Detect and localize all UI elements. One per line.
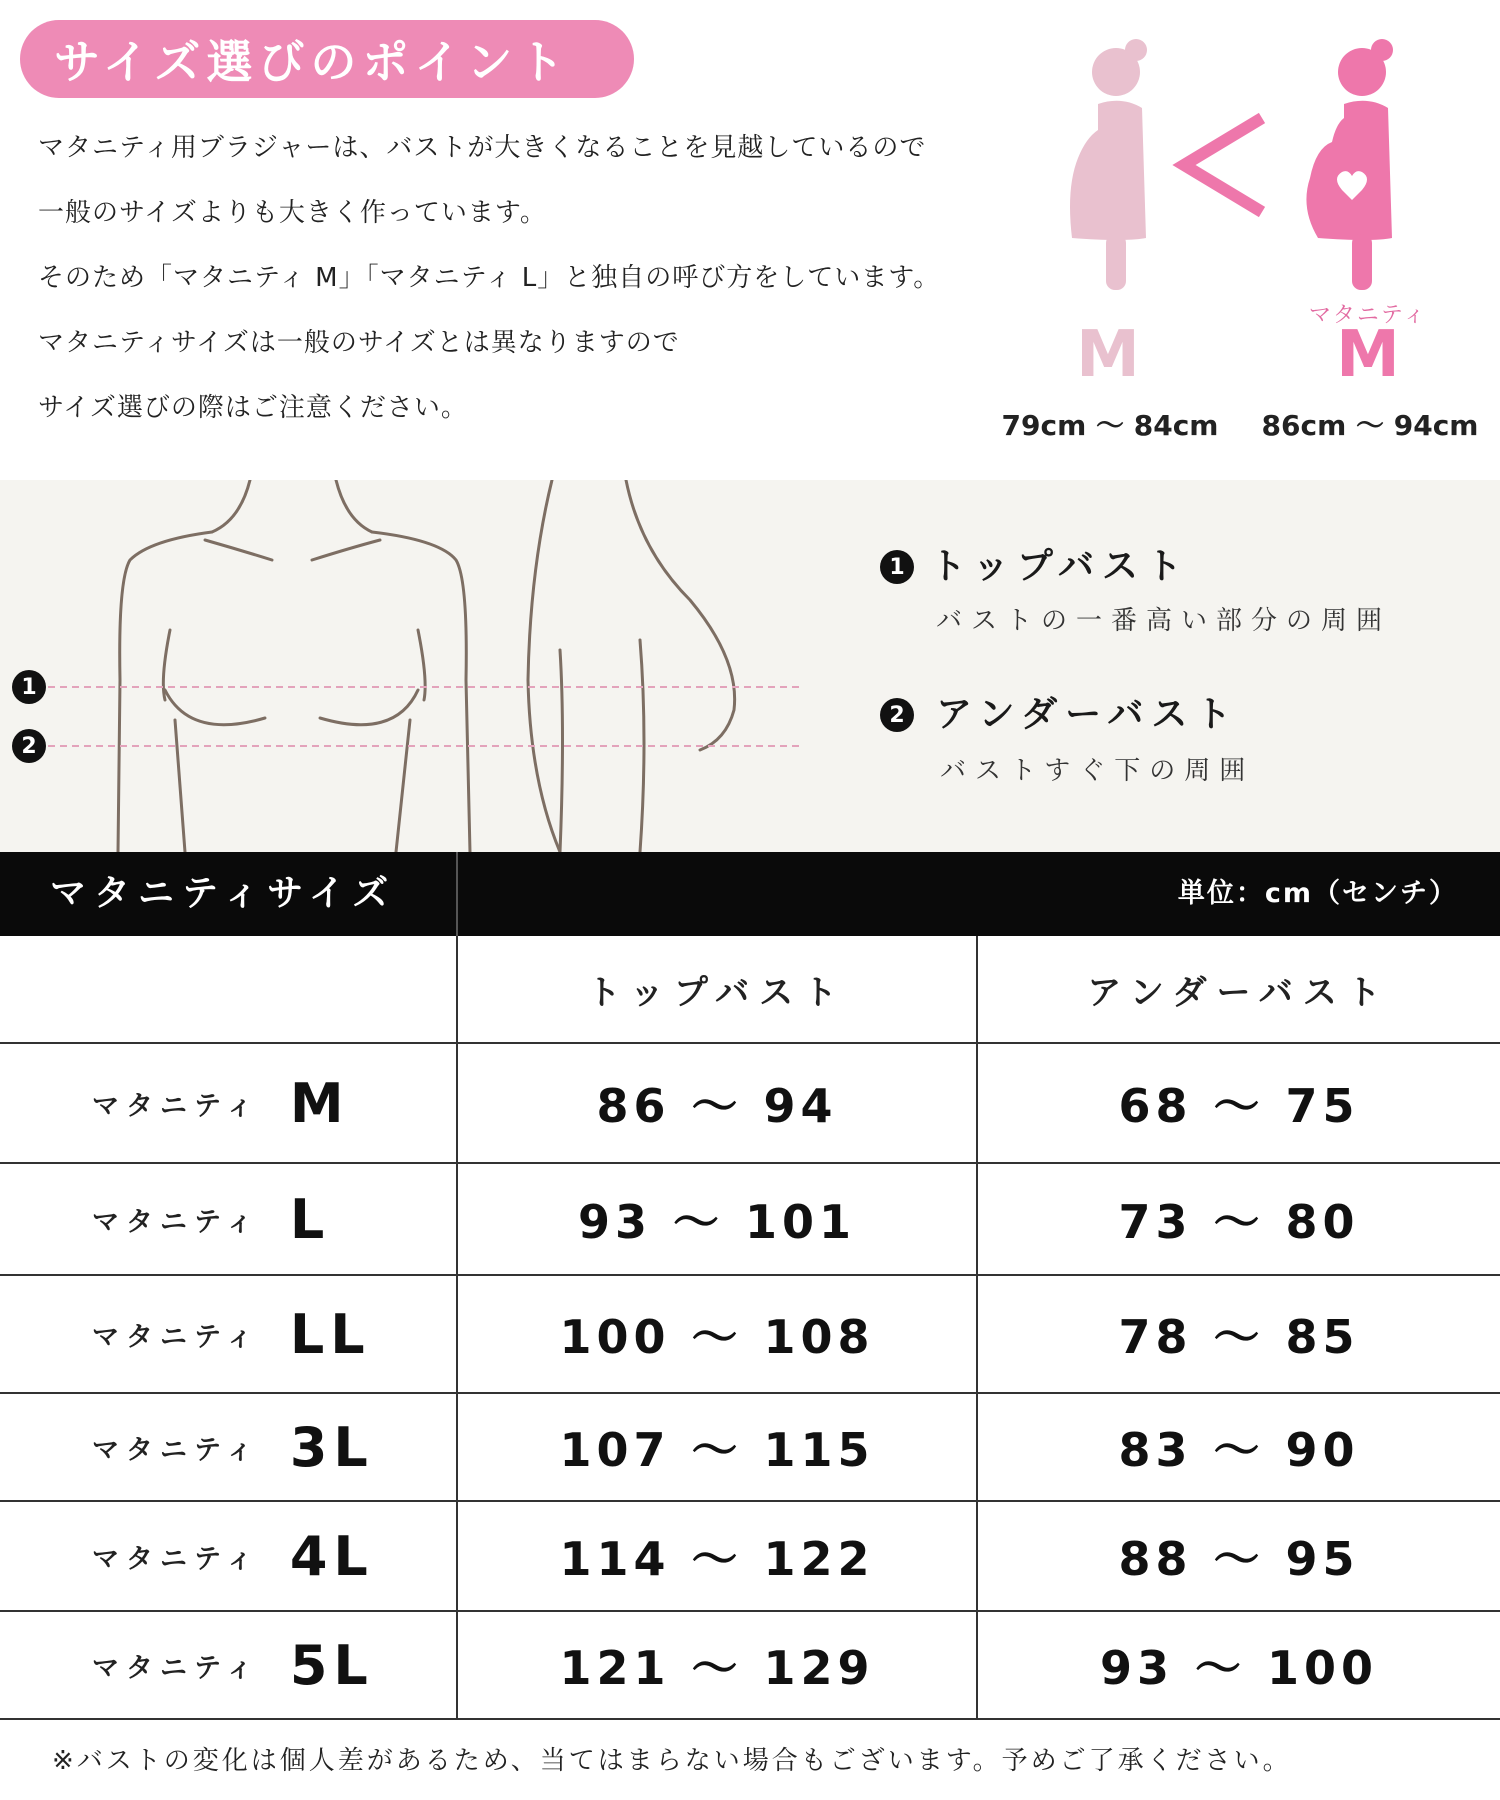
size-cell: [0, 1502, 456, 1610]
legend-top-bust-title: トップバスト: [930, 546, 1191, 587]
maternity-woman-icon: [1302, 38, 1412, 298]
less-than-symbol: [1172, 110, 1272, 220]
marker-2-icon: 2: [12, 729, 46, 763]
top-bust-value: 121 〜 129: [456, 1612, 976, 1718]
legend-under-bust-desc: バストすぐ下の周囲: [940, 756, 1255, 786]
maternity-size-range: 86cm 〜 94cm: [1261, 409, 1479, 442]
standard-size-letter: M: [1076, 318, 1140, 392]
footnote: ※バストの変化は個人差があるため、当てはまらない場合もございます。予めご了承ください。: [52, 1746, 1292, 1776]
maternity-size-letter: M: [1336, 318, 1400, 392]
top-bust-value: 114 〜 122: [456, 1502, 976, 1610]
top-bust-value: 93 〜 101: [456, 1164, 976, 1274]
intro-text: [38, 122, 1028, 447]
size-prefix: マタニティ: [92, 1206, 260, 1238]
legend-2-icon: 2: [880, 698, 914, 732]
measurement-illustration: [0, 480, 1500, 852]
maternity-label: マタニティ: [1308, 303, 1428, 328]
under-bust-value: 68 〜 75: [976, 1044, 1500, 1162]
under-bust-value: 83 〜 90: [976, 1394, 1500, 1500]
torso-illustration: [0, 480, 820, 852]
size-cell: [0, 1612, 456, 1718]
table-row: [0, 1044, 1500, 1164]
size-prefix: マタニティ: [92, 1090, 260, 1122]
size-code: 5L: [289, 1633, 374, 1697]
header-divider: [456, 852, 458, 936]
size-cell: [0, 1044, 456, 1162]
column-header-empty: [0, 936, 456, 1042]
size-prefix: マタニティ: [92, 1543, 260, 1575]
size-cell: [0, 1276, 456, 1392]
table-row: [0, 1164, 1500, 1276]
size-code: L: [289, 1187, 331, 1251]
section-title-pill: サイズ選びのポイント: [20, 20, 634, 98]
size-code: 3L: [289, 1415, 374, 1479]
legend-under-bust-title: アンダーバスト: [936, 694, 1240, 735]
intro-line: マタニティ用ブラジャーは、バストが大きくなることを見越しているので: [38, 133, 927, 163]
table-row: [0, 1394, 1500, 1502]
size-code: 4L: [289, 1524, 374, 1588]
size-code: M: [289, 1071, 350, 1135]
marker-1-icon: 1: [12, 670, 46, 704]
table-title: マタニティサイズ: [50, 873, 397, 914]
under-bust-value: 93 〜 100: [976, 1612, 1500, 1718]
under-bust-value: 73 〜 80: [976, 1164, 1500, 1274]
size-prefix: マタニティ: [92, 1321, 260, 1353]
table-column-header-row: [0, 936, 1500, 1044]
column-header-top-bust: トップバスト: [456, 936, 976, 1042]
legend-1-icon: 1: [880, 550, 914, 584]
under-bust-value: 78 〜 85: [976, 1276, 1500, 1392]
intro-line: サイズ選びの際はご注意ください。: [38, 393, 468, 423]
table-header-bar: [0, 852, 1500, 936]
intro-line: そのため「マタニティ M」「マタニティ L」と独自の呼び方をしています。: [38, 263, 941, 293]
top-bust-value: 107 〜 115: [456, 1394, 976, 1500]
size-cell: [0, 1164, 456, 1274]
table-unit: 単位：cm（センチ）: [1177, 878, 1458, 909]
intro-line: マタニティサイズは一般のサイズとは異なりますので: [38, 328, 680, 358]
table-row: [0, 1612, 1500, 1720]
size-code: LL: [289, 1302, 371, 1366]
column-header-under-bust: アンダーバスト: [976, 936, 1500, 1042]
top-bust-value: 86 〜 94: [456, 1044, 976, 1162]
under-bust-value: 88 〜 95: [976, 1502, 1500, 1610]
size-cell: [0, 1394, 456, 1500]
intro-line: 一般のサイズよりも大きく作っています。: [38, 198, 547, 228]
table-row: [0, 1276, 1500, 1394]
table-row: [0, 1502, 1500, 1612]
legend-top-bust-desc: バストの一番高い部分の周囲: [936, 606, 1392, 636]
standard-woman-icon: [1064, 38, 1174, 298]
top-bust-value: 100 〜 108: [456, 1276, 976, 1392]
size-prefix: マタニティ: [92, 1434, 260, 1466]
size-prefix: マタニティ: [92, 1652, 260, 1684]
standard-size-range: 79cm 〜 84cm: [1001, 409, 1219, 442]
